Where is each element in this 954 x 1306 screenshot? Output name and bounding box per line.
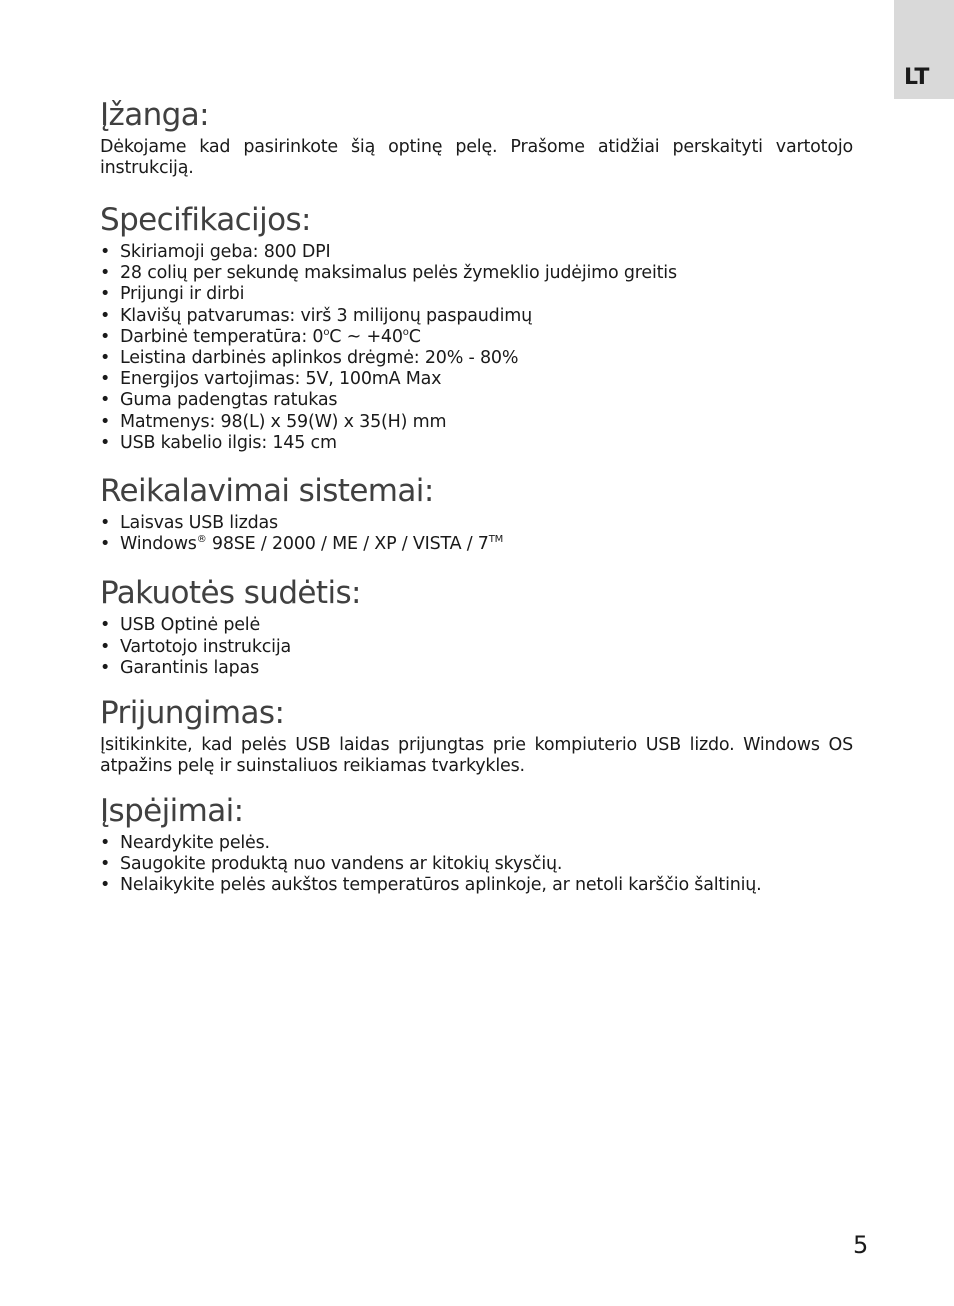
list-item: • Saugokite produktą nuo vandens ar kitokių skysčių. xyxy=(100,854,563,875)
bullet-icon: • xyxy=(100,411,111,432)
warnings-heading: Įspėjimai: xyxy=(100,793,244,830)
intro-text: Dėkojame kad pasirinkote šią optinę pelę. Prašome atidžiai perskaityti vartotojo instrukciją. xyxy=(100,137,853,178)
bullet-icon: • xyxy=(100,854,111,875)
connection-text: Įsitikinkite, kad pelės USB laidas prijungtas prie kompiuterio USB lizdo. Windows OS atpažins pelę ir suinstaliuos reikiamas tvarkykles. xyxy=(100,735,853,777)
bullet-icon: • xyxy=(100,369,111,390)
registered-mark: ® xyxy=(196,534,207,546)
requirements-heading: Reikalavimai sistemai: xyxy=(100,473,434,510)
list-item: • Leistina darbinės aplinkos drėgmė: 20% - 80% xyxy=(100,348,519,369)
requirements-list xyxy=(100,513,853,555)
list-item: • Windows® 98SE / 2000 / ME / XP / VISTA / 7™ xyxy=(100,534,504,555)
bullet-icon: • xyxy=(100,534,111,555)
list-item: • 28 colių per sekundę maksimalus pelės žymeklio judėjimo greitis xyxy=(100,263,677,284)
bullet-icon: • xyxy=(100,326,111,347)
package-heading: Pakuotės sudėtis: xyxy=(100,575,361,612)
list-item: • Skiriamoji geba: 800 DPI xyxy=(100,242,331,262)
degree-sup: o xyxy=(402,326,409,338)
list-item: • Neardykite pelės. xyxy=(100,833,270,854)
list-item: • Garantinis lapas xyxy=(100,657,259,678)
intro-heading: Įžanga: xyxy=(100,97,209,133)
bullet-icon: • xyxy=(100,284,111,305)
specs-heading: Specifikacijos: xyxy=(100,202,311,238)
package-list xyxy=(100,615,853,679)
bullet-icon: • xyxy=(100,305,111,326)
bullet-icon: • xyxy=(100,615,111,636)
list-item: • Darbinė temperatūra: 0$^o$C ~ $+40^oC$ xyxy=(100,326,421,347)
list-item: • Klavišų patvarumas: virš 3 milijonų paspaudimų xyxy=(100,305,532,326)
list-item: • Vartotojo instrukcija xyxy=(100,636,292,657)
specs-list xyxy=(100,242,853,454)
bullet-icon: • xyxy=(100,636,111,657)
list-item: • Nelaikykite pelės aukštos temperatūros aplinkoje, ar netoli karščio šaltinių. xyxy=(100,875,762,896)
bullet-icon: • xyxy=(100,242,111,262)
list-item: • Energijos vartojimas: 5V, 100mA Max xyxy=(100,369,442,390)
page-number: 5 xyxy=(853,1231,869,1259)
bullet-icon: • xyxy=(100,513,111,534)
bullet-icon: • xyxy=(100,833,111,854)
connection-section xyxy=(100,691,853,777)
trademark-mark: TM xyxy=(488,534,504,546)
list-item: • Matmenys: 98(L) x 59(W) x 35(H) mm xyxy=(100,411,447,432)
requirements-section xyxy=(100,469,853,555)
connection-heading: Prijungimas: xyxy=(100,695,285,732)
package-section xyxy=(100,571,853,679)
bullet-icon: • xyxy=(100,348,111,369)
warnings-section xyxy=(100,789,853,897)
intro-section xyxy=(100,93,853,179)
degree-sup: o xyxy=(323,326,330,338)
bullet-icon: • xyxy=(100,432,111,453)
bullet-icon: • xyxy=(100,263,111,284)
list-item: • Guma padengtas ratukas xyxy=(100,390,338,411)
bullet-icon: • xyxy=(100,390,111,411)
list-item: • Prijungi ir dirbi xyxy=(100,284,245,305)
bullet-icon: • xyxy=(100,875,111,896)
manual-page-content xyxy=(100,93,853,897)
list-item: • Laisvas USB lizdas xyxy=(100,513,278,534)
bullet-icon: • xyxy=(100,657,111,678)
specs-section xyxy=(100,198,853,454)
list-item: • USB kabelio ilgis: 145 cm xyxy=(100,432,337,453)
warnings-list xyxy=(100,833,853,897)
list-item: • USB Optinė pelė xyxy=(100,615,261,636)
language-tab xyxy=(894,0,954,99)
language-tab-label: LT xyxy=(904,65,930,90)
